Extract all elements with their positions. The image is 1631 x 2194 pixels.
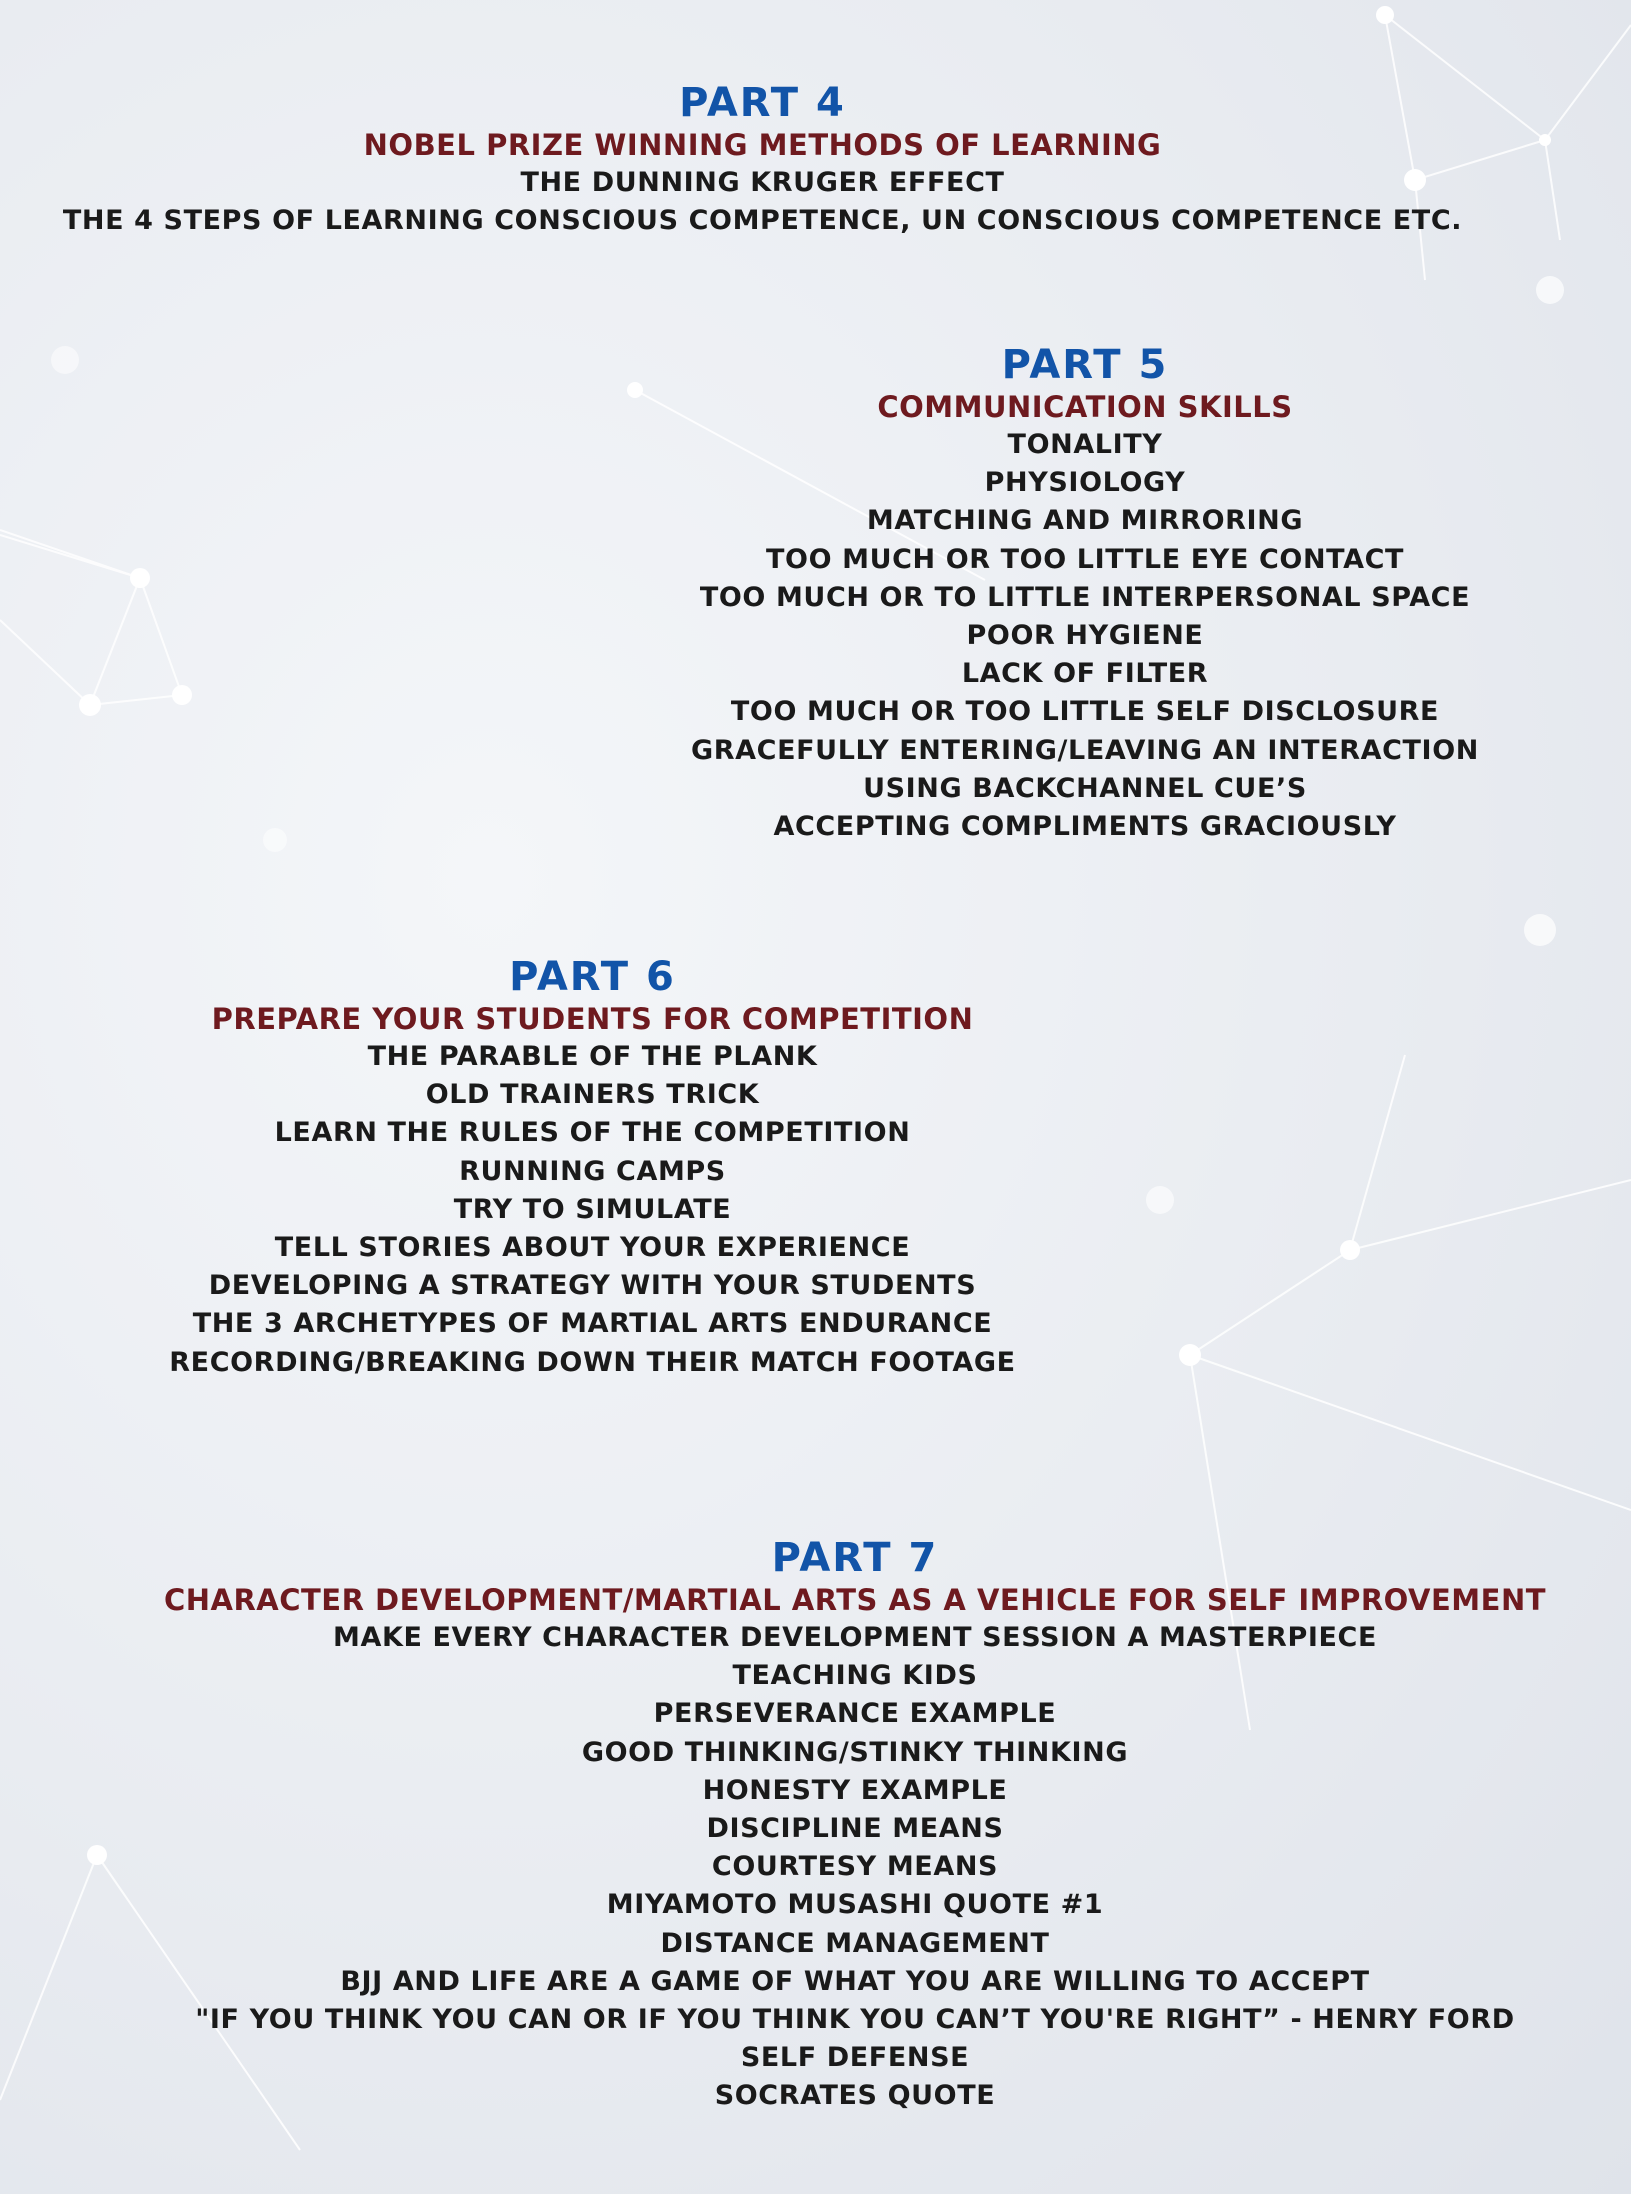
list-item: TOO MUCH OR TOO LITTLE EYE CONTACT bbox=[766, 543, 1404, 575]
list-item: TRY TO SIMULATE bbox=[453, 1193, 732, 1225]
list-item: TOO MUCH OR TOO LITTLE SELF DISCLOSURE bbox=[730, 696, 1440, 728]
list-item: HONESTY EXAMPLE bbox=[702, 1774, 1008, 1806]
list-item: PERSEVERANCE EXAMPLE bbox=[653, 1698, 1057, 1730]
part-7-section bbox=[120, 1535, 1590, 2116]
list-item: ACCEPTING COMPLIMENTS GRACIOUSLY bbox=[773, 811, 1397, 843]
topic-list bbox=[655, 426, 1515, 846]
list-item: SOCRATES QUOTE bbox=[714, 2080, 996, 2112]
part-6-section bbox=[130, 954, 1055, 1382]
list-item: GRACEFULLY ENTERING/LEAVING AN INTERACTION bbox=[691, 734, 1479, 766]
list-item: TEACHING KIDS bbox=[732, 1660, 978, 1692]
list-item: USING BACKCHANNEL CUE’S bbox=[863, 772, 1307, 804]
list-item: PHYSIOLOGY bbox=[984, 467, 1186, 499]
list-item: GOOD THINKING/STINKY THINKING bbox=[581, 1736, 1129, 1768]
list-item: BJJ AND LIFE ARE A GAME OF WHAT YOU ARE WILLING TO ACCEPT bbox=[340, 1965, 1370, 1997]
list-item: OLD TRAINERS TRICK bbox=[425, 1079, 760, 1111]
list-item: TONALITY bbox=[1007, 429, 1163, 460]
list-item: MIYAMOTO MUSASHI QUOTE #1 bbox=[606, 1889, 1104, 1921]
topic-list bbox=[120, 1619, 1590, 2116]
list-item: THE PARABLE OF THE PLANK bbox=[367, 1041, 818, 1072]
list-item: THE 4 STEPS OF LEARNING CONSCIOUS COMPETENCE, UN CONSCIOUS COMPETENCE ETC. bbox=[62, 205, 1463, 237]
part-heading: PART 5 bbox=[1001, 342, 1169, 388]
part-heading: PART 6 bbox=[509, 954, 676, 1000]
list-item: MATCHING AND MIRRORING bbox=[866, 505, 1304, 537]
section-title: CHARACTER DEVELOPMENT/MARTIAL ARTS AS A VEHICLE FOR SELF IMPROVEMENT bbox=[163, 1583, 1547, 1617]
list-item: POOR HYGIENE bbox=[966, 620, 1204, 652]
list-item: DISTANCE MANAGEMENT bbox=[660, 1927, 1050, 1959]
topic-list bbox=[130, 1038, 1055, 1382]
topic-list bbox=[15, 164, 1510, 240]
list-item: SELF DEFENSE bbox=[740, 2042, 970, 2074]
list-item: LACK OF FILTER bbox=[961, 658, 1209, 690]
part-heading: PART 4 bbox=[679, 80, 846, 126]
list-item: LEARN THE RULES OF THE COMPETITION bbox=[274, 1117, 911, 1149]
list-item: THE 3 ARCHETYPES OF MARTIAL ARTS ENDURANCE bbox=[192, 1308, 993, 1340]
part-heading: PART 7 bbox=[771, 1535, 939, 1581]
section-title: NOBEL PRIZE WINNING METHODS OF LEARNING bbox=[363, 128, 1162, 162]
list-item: DISCIPLINE MEANS bbox=[706, 1813, 1004, 1845]
list-item: THE DUNNING KRUGER EFFECT bbox=[520, 167, 1005, 198]
list-item: COURTESY MEANS bbox=[711, 1851, 999, 1883]
part-5-section bbox=[655, 342, 1515, 846]
list-item: TOO MUCH OR TO LITTLE INTERPERSONAL SPACE bbox=[699, 581, 1471, 613]
list-item: MAKE EVERY CHARACTER DEVELOPMENT SESSION A MASTERPIECE bbox=[332, 1622, 1377, 1653]
section-title: PREPARE YOUR STUDENTS FOR COMPETITION bbox=[211, 1002, 974, 1036]
list-item: RUNNING CAMPS bbox=[459, 1155, 726, 1187]
list-item: TELL STORIES ABOUT YOUR EXPERIENCE bbox=[274, 1232, 911, 1264]
list-item: RECORDING/BREAKING DOWN THEIR MATCH FOOTAGE bbox=[169, 1346, 1016, 1378]
list-item: "IF YOU THINK YOU CAN OR IF YOU THINK YOU CAN’T YOU'RE RIGHT” - HENRY FORD bbox=[195, 2004, 1515, 2036]
part-4-section bbox=[15, 80, 1510, 240]
list-item: DEVELOPING A STRATEGY WITH YOUR STUDENTS bbox=[208, 1270, 977, 1302]
section-title: COMMUNICATION SKILLS bbox=[877, 390, 1293, 424]
